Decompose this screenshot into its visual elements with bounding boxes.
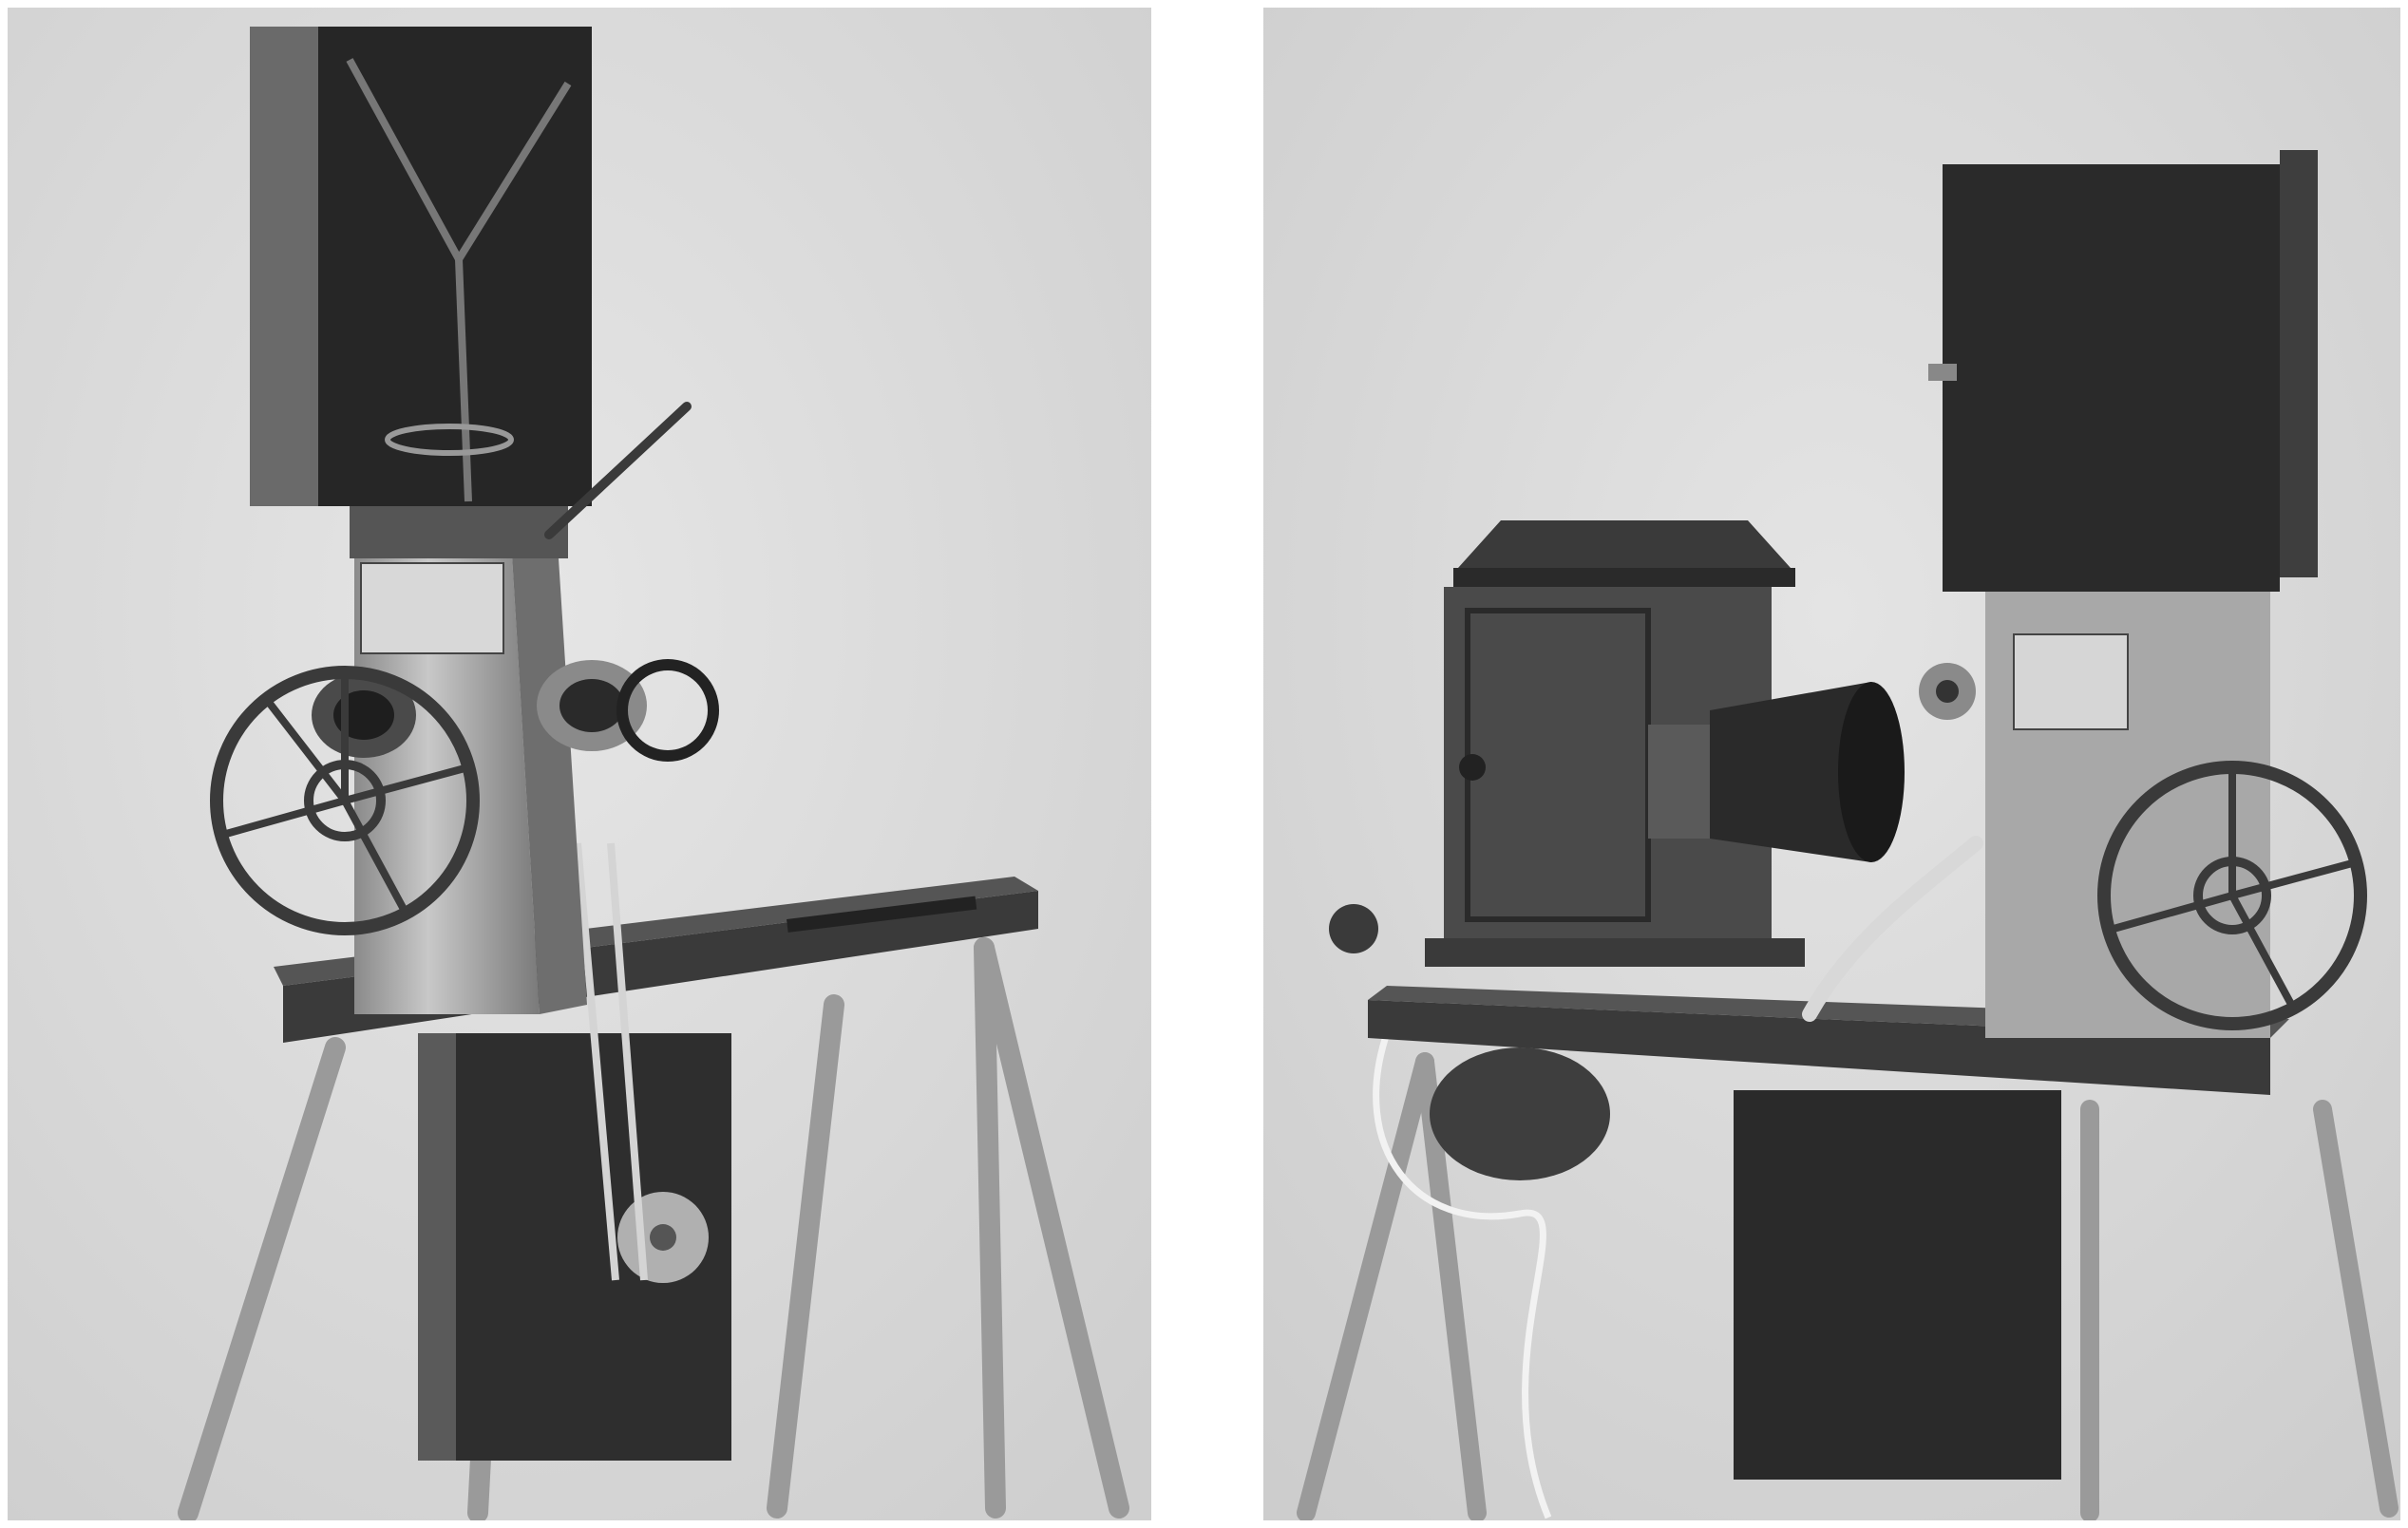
upper-film-magazine <box>1928 150 2318 592</box>
arc-lamp-adjuster <box>1430 1047 1610 1180</box>
lower-magazine <box>418 1033 731 1461</box>
crank-knob <box>1329 904 1378 953</box>
upper-film-magazine <box>250 27 592 506</box>
maker-plate <box>361 563 503 653</box>
projector-side-illustration <box>1263 8 2400 1520</box>
projector-front-illustration <box>8 8 1151 1520</box>
photo-right <box>1263 8 2400 1520</box>
lower-cabinet <box>1734 1090 2061 1480</box>
photo-left <box>8 8 1151 1520</box>
maker-plate <box>2014 634 2128 729</box>
